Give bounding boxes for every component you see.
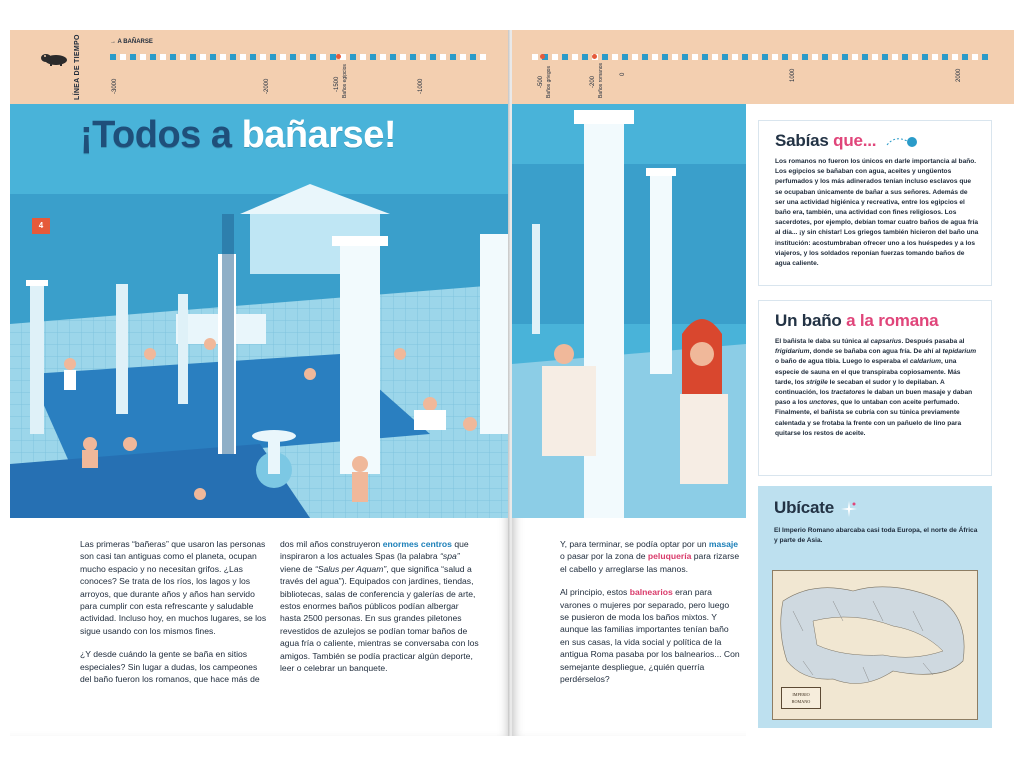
heading-text: Sabías [775,131,834,150]
bano-romana-heading [759,301,991,337]
event-marker [336,54,341,59]
illustration-scene [10,104,510,518]
ubicate-box [758,486,992,728]
page-number-badge: 4 [32,218,50,234]
sabias-que-text: Los romanos no fueron los únicos en darle importancia al baño. Los egipcios se bañaban con agua, aceites y ungüentos perfumados y los más adinerados tenían incluso esclavos que se ocupaban únicamente de bañar a sus señores. Además de ser una actividad higiénica y recreativa, entre los egipcios el baño era, también, una actividad con fines religiosos. Los sacerdotes, por ejemplo, debían tomar cuatro baños de agua fría al día... ¡y sin chistar! Los griegos también hicieron del baño una institución: acostumbraban ofrecer uno a los huéspedes y a los viajeros, y los soldados reponían fuerzas tomando baños de agua caliente. [775,158,979,268]
text-run: Al principio, estos [560,587,630,598]
illustration-scene-right [512,104,746,518]
title-part1: ¡Todos a [80,114,242,156]
event-marker [592,54,597,59]
bano-romana-box [758,300,992,476]
ubicate-text: El Imperio Romano abarcaba casi toda Europa, el norte de África y parte de Asia. [774,527,978,545]
ubicate-heading [758,486,992,524]
timeline-dots-left [110,54,486,60]
sabias-que-box [758,120,992,286]
timeline-year: -3000 [112,78,118,94]
timeline-event: Baños griegos [546,66,552,98]
highlight-term: balnearios [629,587,673,598]
text-run: o baño de agua tibia. Luego lo esperaba el [775,358,910,366]
timeline-event: Baños romanos [598,62,604,98]
timeline-year: -2000 [264,78,270,94]
timeline-event: Baños egipcios [342,64,348,98]
page-title [80,114,396,157]
highlight-term: masaje [708,539,739,549]
italic-term: caldarium [909,358,941,366]
text-run: le daban un buen masaje y daban paso a los [775,389,973,407]
italic-term: unctores [809,399,837,407]
italic-term: tractatores [831,389,866,397]
text-run: para rizarse el cabello y arreglarse las manos. [560,551,740,574]
text-run: eran para varones o mujeres por separado, pero luego se pusieron de moda los baños mixtos. Y aunque las familias importantes tenían baño en sus casas, la vida social y política de la antigua Roma pasaba por los balnearios... Con semejante despliegue, ¿quién querría perdérselos? [560,587,740,685]
italic-term: “Salus per Aquam” [314,563,387,574]
text-run: , que lo untaban con aceite perfumado. Finalmente, el bañista se cubría con su túnica previamente calentada y se frotaba la frente con un pañuelo de lino para quitarse los restos de aceite. [775,399,962,437]
text-run: o pasar por la zona de [560,551,648,562]
bano-romana-text [759,337,991,447]
roman-baths-illustration [10,104,510,518]
map-label-line: IMPERIO [792,692,810,697]
text-run: dos mil años construyeron [280,539,383,549]
italic-term: “spa” [440,551,460,562]
heading-text: Ubícate [774,498,835,517]
timeline-year: 1000 [790,68,796,82]
text-run: Y, para terminar, se podía optar por un [560,539,709,549]
heading-text: Un baño [775,311,847,330]
timeline-band-right [512,30,1014,104]
highlight-term: peluquería [647,551,692,562]
sabias-que-heading [759,121,991,157]
body-paragraph [560,586,740,685]
title-part2: bañarse! [241,114,396,156]
timeline-year: -500 [538,75,544,88]
text-run: que inspiraron a los actuales Spas (la palabra [280,539,469,562]
compass-star-icon [841,501,857,517]
right-page [512,30,1014,736]
body-paragraph [280,538,480,674]
highlight-term: enormes centros [382,539,452,549]
text-run: . Después pasaba al [901,338,965,345]
map-cartouche [781,687,821,709]
timeline-band [10,30,510,104]
text-run: viene de [280,563,315,574]
body-column-3 [560,538,740,696]
dashed-swirl-icon [885,135,919,149]
heading-accent: a la romana [846,311,939,330]
italic-term: tepidarium [942,348,977,356]
timeline-label-text: LÍNEA DE TIEMPO [74,34,81,100]
italic-term: strigile [806,378,828,386]
italic-term: capsarius [870,338,902,345]
body-paragraph [560,538,740,575]
timeline-section-label: → A BAÑARSE [110,39,153,45]
roman-empire-map [772,570,978,720]
body-paragraph: ¿Y desde cuándo la gente se baña en sitios especiales? Sin lugar a dudas, los campeones del baño fueron los romanos, que hace más de [80,649,260,685]
timeline-year: -1500 [334,76,340,92]
text-run: , una especie de sauna en el que transpiraba copiosamente. Más tarde, los [775,358,961,386]
heading-accent: que... [833,131,877,150]
text-run: El bañista le daba su túnica al [775,338,871,345]
timeline-label [74,34,104,100]
timeline-dots-right [532,54,988,60]
timeline-year: -200 [590,75,596,88]
left-page [10,30,510,736]
body-paragraph: Las primeras “bañeras” que usaron las personas son casi tan antiguas como el planeta, ocupan mucho espacio y no necesitan grifos. ¿Las conoces? Se trata de los ríos, los lagos y los arroyos, que durante años y años han servido para cumplir con esta refrescante y saludable actividad. Incluso hoy, en muchos lugares, se los sigue usando con los mismos fines. [80,539,267,636]
body-column-1 [80,538,268,696]
body-column-2 [280,538,480,685]
hippo-logo-icon [40,52,70,66]
roman-baths-illustration-right [512,104,746,518]
timeline-year: 0 [620,72,626,76]
map-label-line: ROMANO [791,699,811,704]
italic-term: frigidarium [775,348,810,356]
event-marker [540,54,545,59]
text-run: , que significa “salud a través del agua”). Equipados con jardines, tiendas, bibliotecas, salas de conferencia y galerías de arte, estos enormes baños públicos podían albergar hasta 2500 personas. En sus grandes piletones revestidos de azulejos se podían tomar baños de agua fría o caliente, mientras se conversaba con los amigos. También se podía practicar algún deporte, leer o celebrar un banquete. [280,563,479,674]
timeline-year: -1000 [418,78,424,94]
text-run: le secaban el sudor y lo depilaban. A continuación, los [775,378,945,397]
timeline-year: 2000 [956,68,962,82]
text-run: , donde se bañaba con agua fría. De ahí al [809,348,943,356]
